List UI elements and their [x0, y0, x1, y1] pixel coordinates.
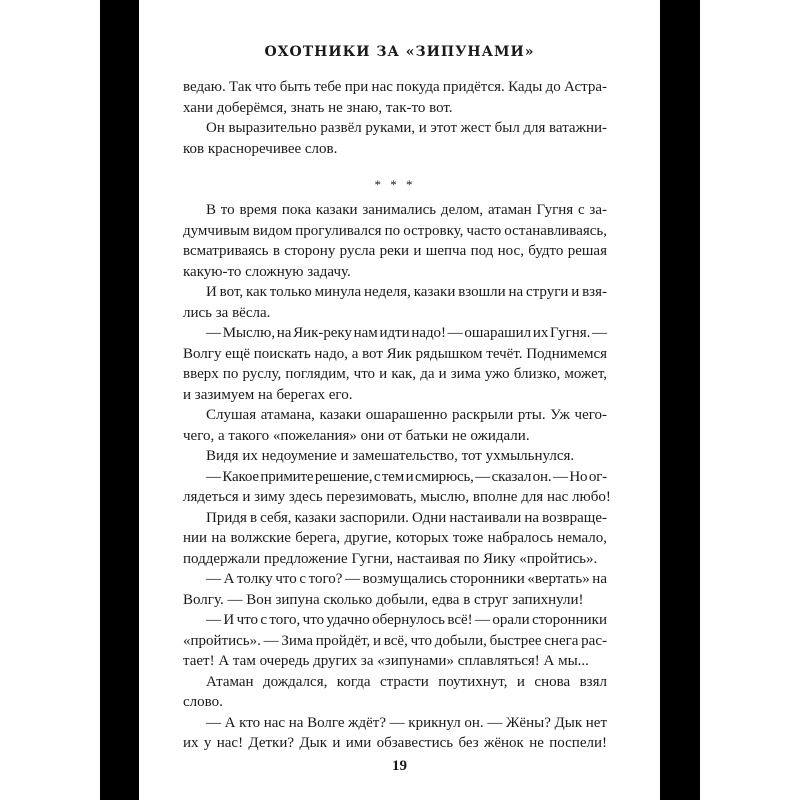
text-line-wrapper: [183, 549, 607, 570]
text-line-wrapper: [183, 590, 607, 611]
paragraph: [183, 713, 607, 754]
text-line-wrapper: [183, 487, 611, 508]
text-line: Волгу. — Вон зипуна сколько добыли, едва в струг запихнули!: [183, 591, 584, 608]
text-line: — Какое примите решение, с тем и смирюсь, — сказал он. — Но ог-: [206, 468, 607, 485]
text-line-wrapper: [183, 344, 607, 365]
text-line: «пройтись». — Зима пройдёт, и всё, что добыли, быстрее снега рас-: [183, 632, 607, 649]
text-line: — И что с того, что удачно обернулось всё! — орали сторонники: [206, 612, 607, 628]
page-body-text: [183, 77, 611, 754]
text-line: слово.: [183, 694, 223, 710]
text-line-wrapper: [183, 98, 607, 119]
text-line-wrapper: [183, 139, 607, 160]
page-number: 19: [392, 758, 407, 774]
text-line: всматриваясь в сторону русла реки и шепча под нос, будто решая: [183, 243, 607, 259]
text-line: думчивым видом прогуливался по островку, часто останавливаясь,: [183, 222, 608, 239]
right-black-border: [660, 0, 700, 800]
text-line: — А толку что с того? — возмущались сторонники «вертать» на: [206, 571, 607, 587]
paragraph: [183, 672, 607, 713]
text-line-wrapper: [183, 651, 607, 672]
paragraph: [183, 323, 607, 405]
text-line-wrapper: [183, 672, 607, 693]
paragraph: [183, 77, 607, 118]
paragraph: [183, 467, 611, 508]
text-line: и зазимуем на берегах его.: [183, 386, 353, 403]
text-line: какую-то сложную задачу.: [183, 263, 351, 280]
text-line: чего, а такого «пожелания» они от батьки не ожидали.: [183, 427, 530, 444]
text-line-wrapper: [183, 528, 607, 549]
text-line-wrapper: [183, 323, 607, 344]
paragraph: [183, 118, 607, 159]
paragraph: [183, 508, 607, 570]
text-line-wrapper: [183, 426, 607, 447]
text-line-wrapper: [183, 508, 607, 529]
text-line: И вот, как только минула неделя, казаки взошли на струги и взя-: [206, 284, 608, 300]
text-line-wrapper: [183, 364, 607, 385]
text-line-wrapper: [183, 405, 607, 426]
text-line: — А кто нас на Волге ждёт? — крикнул он. — Жёны? Дык нет: [206, 714, 607, 731]
text-line: ведаю. Так что быть тебе при нас покуда придётся. Кады до Астра-: [183, 79, 607, 95]
paragraph: [183, 282, 607, 323]
text-line-wrapper: [183, 631, 607, 652]
text-line-wrapper: [183, 118, 607, 139]
text-line-wrapper: [183, 467, 607, 488]
text-line-wrapper: [183, 77, 607, 98]
text-line-wrapper: [183, 692, 607, 713]
left-black-border: [100, 0, 139, 800]
paragraph: [183, 446, 607, 467]
section-separator: * * *: [374, 177, 416, 192]
text-line-wrapper: [183, 446, 607, 467]
paragraph: [183, 569, 607, 610]
text-line: Видя их недоумение и замешательство, тот ухмыльнулся.: [206, 448, 575, 464]
text-line-wrapper: [183, 303, 607, 324]
text-line-wrapper: [183, 713, 607, 734]
text-line-wrapper: [183, 569, 607, 590]
text-line: их у нас! Детки? Дык и ими обзавестись без жёнок не поспели!: [183, 735, 607, 751]
text-line: Придя в себя, казаки заспорили. Одни настаивали на возвраще-: [206, 509, 607, 526]
text-line: Атаман дождался, когда страсти поутихнут, и снова взял: [206, 673, 607, 690]
text-line-wrapper: [183, 241, 607, 262]
text-line: — Мыслю, на Яик-реку нам идти надо! — ошарашил их Гугня. —: [206, 325, 607, 341]
text-line: лись за вёсла.: [183, 304, 271, 321]
text-line: Волгу ещё поискать надо, а вот Яик рядышком течёт. Поднимемся: [183, 345, 607, 362]
text-line-wrapper: [183, 221, 607, 242]
text-line: тает! А там очередь других за «зипунами» сплавляться! А мы...: [183, 653, 589, 669]
text-line-wrapper: [183, 733, 607, 754]
text-line: Он выразительно развёл руками, и этот жест был для ватажни-: [206, 120, 607, 136]
text-line-wrapper: [183, 282, 607, 303]
text-line-wrapper: [183, 262, 607, 283]
text-line: Слушая атамана, казаки ошарашенно раскрыли рты. Уж чего-: [206, 407, 607, 423]
text-line-wrapper: [183, 610, 607, 631]
text-line: нии на волжские берега, другие, которых тоже набралось немало,: [183, 530, 607, 546]
text-line: ков красноречивее слов.: [183, 140, 338, 157]
book-page: [139, 0, 660, 800]
paragraph: [183, 405, 607, 446]
paragraph: [183, 610, 607, 672]
text-line-wrapper: [183, 200, 607, 221]
text-line: В то время пока казаки занимались делом, атаман Гугня с за-: [206, 202, 607, 218]
text-line: вверх по руслу, поглядим, что и как, да и зима ужо близко, может,: [183, 366, 607, 382]
text-line-wrapper: [183, 385, 607, 406]
running-header-title: ОХОТНИКИ ЗА «ЗИПУНАМИ»: [264, 44, 535, 60]
text-line: поддержали предложение Гугни, настаивая по Яику «пройтись».: [183, 550, 598, 567]
text-line: хани доберёмся, знать не знаю, так-то вот.: [183, 99, 453, 116]
text-line: лядеться и зиму здесь перезимовать, мыслю, вполне для нас любо!: [183, 489, 611, 505]
paragraph: [183, 200, 607, 282]
